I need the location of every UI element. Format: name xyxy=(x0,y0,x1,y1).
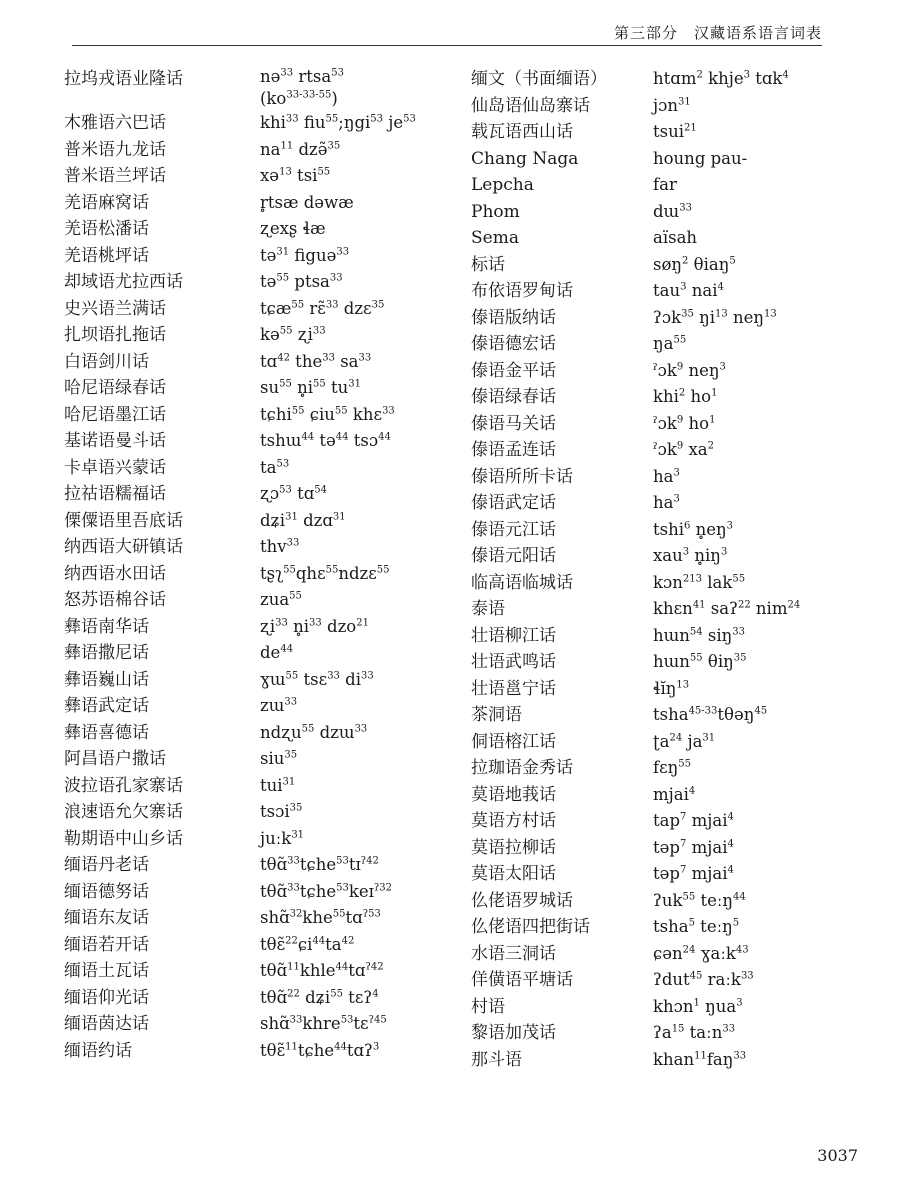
word-form: tsui$^{21}$ xyxy=(653,122,697,141)
word-form: təp$^7$ mjai$^4$ xyxy=(653,864,734,883)
word-form: xə$^{13}$ tsi$^{55}$ xyxy=(260,166,331,185)
word-form: ˀɔk$^9$ $ho^1$ xyxy=(653,413,716,433)
word-form: tθɑ̃$^{33}$tɕhe$^{53}$keɪ$^{ʔ32}$ xyxy=(260,881,393,901)
language-name: 仫佬语罗城话 xyxy=(471,890,573,911)
table-row xyxy=(64,455,474,482)
word-form: $na^{11}$ dzə̃$^{35}$ xyxy=(260,139,341,159)
table-row xyxy=(64,905,474,932)
language-name: 白语剑川话 xyxy=(64,351,149,372)
word-form: khi$^2$ $ho^1$ xyxy=(653,387,718,406)
word-form: hɯn$^{54}$ siŋ$^{33}$ xyxy=(653,625,745,645)
word-form: tθɑ̃$^{22}$ dʑi$^{55}$ tɛʔ$^4$ xyxy=(260,987,379,1007)
word-form: ˀɔk$^9$ $xa^2$ xyxy=(653,440,715,459)
table-row xyxy=(471,543,871,570)
table-row xyxy=(471,358,871,385)
language-name: 莫语方村话 xyxy=(471,811,556,831)
word-form: kə$^{55}$ ʐi$^{33}$ xyxy=(260,325,326,344)
language-name: 纳西语水田话 xyxy=(64,563,166,584)
language-name: 普米语兰坪话 xyxy=(64,166,166,186)
table-row xyxy=(471,782,871,809)
table-row xyxy=(471,755,871,782)
word-form: houng pau- xyxy=(653,148,748,168)
word-form: juːk$^{31}$ xyxy=(260,828,305,848)
language-name: Chang Naga xyxy=(471,148,579,169)
table-row xyxy=(64,799,474,826)
language-name: 泰语 xyxy=(471,599,505,619)
language-name: 波拉语孔家寨话 xyxy=(64,775,183,796)
word-form: kɔn$^{213}$ lak$^{55}$ xyxy=(653,572,746,592)
table-row xyxy=(471,967,871,994)
word-form: tθɑ̃$^{11}$khle$^{44}$tɑ$^{ʔ42}$ xyxy=(260,961,384,980)
language-name: 布依语罗甸话 xyxy=(471,281,573,301)
word-form: $ha^3$ xyxy=(653,493,680,512)
language-name: 彝语南华话 xyxy=(64,616,149,637)
language-name: 傣语金平话 xyxy=(471,360,556,381)
table-row xyxy=(64,1038,474,1065)
table-row xyxy=(64,587,474,614)
language-name: 木雅语六巴话 xyxy=(64,113,166,133)
word-form: zua$^{55}$ xyxy=(260,590,302,609)
language-name: 壮语柳江话 xyxy=(471,625,556,646)
table-row xyxy=(64,614,474,641)
language-name: 缅语茵达话 xyxy=(64,1014,149,1034)
header-title: 第三部分 汉藏语系语言词表 xyxy=(613,24,822,42)
language-name: 傣语武定话 xyxy=(471,493,556,513)
language-name: 傣语所所卡话 xyxy=(471,466,573,487)
table-row xyxy=(64,667,474,694)
table-row xyxy=(471,729,871,756)
table-row xyxy=(64,561,474,588)
table-row xyxy=(64,110,474,137)
language-name: 卡卓语兴蒙话 xyxy=(64,457,166,478)
table-row xyxy=(471,437,871,464)
table-row xyxy=(64,349,474,376)
word-form: ʐexʂ ɬæ xyxy=(260,219,326,238)
word-form: ndʐu$^{55}$ dzɯ$^{33}$ xyxy=(260,722,368,742)
table-row xyxy=(64,375,474,402)
table-row xyxy=(64,958,474,985)
table-row xyxy=(471,252,871,279)
language-name: 那斗语 xyxy=(471,1049,522,1070)
table-row xyxy=(471,464,871,491)
table-row xyxy=(64,720,474,747)
word-form: ʐi$^{33}$ $n̥i^{33}$ dzo$^{21}$ xyxy=(260,616,369,636)
table-row xyxy=(471,93,871,120)
language-name: 勒期语中山乡话 xyxy=(64,828,183,849)
language-name: 壮语邕宁话 xyxy=(471,678,556,699)
word-form: tθɛ̃$^{11}$tɕhe$^{44}$tɑʔ$^3$ xyxy=(260,1040,380,1060)
table-row xyxy=(471,623,871,650)
language-name: 佯僙语平塘话 xyxy=(471,970,573,990)
word-form: tʂʅ$^{55}$qhɛ$^{55}$ndzɛ$^{55}$ xyxy=(260,563,390,583)
language-name: 水语三洞话 xyxy=(471,943,556,964)
table-row xyxy=(64,66,474,110)
table-row xyxy=(471,490,871,517)
word-form: tə$^{55}$ ptsa$^{33}$ xyxy=(260,272,343,291)
language-name: 黎语加茂话 xyxy=(471,1023,556,1043)
word-form: ɬĭŋ$^{13}$ xyxy=(653,678,690,698)
table-row xyxy=(471,146,871,173)
table-row xyxy=(471,676,871,703)
language-name: 彝语巍山话 xyxy=(64,669,149,690)
word-form: ɕən$^{24}$ ɣaːk$^{43}$ xyxy=(653,943,749,963)
word-form: htɑm$^2$ khje$^3$ tɑk$^4$ xyxy=(653,69,789,88)
word-form: far xyxy=(653,175,677,194)
table-row xyxy=(64,428,474,455)
language-name: 傣语元阳话 xyxy=(471,546,556,566)
language-name: 缅文（书面缅语） xyxy=(471,69,607,89)
table-row xyxy=(64,137,474,164)
language-name: 傣语元江话 xyxy=(471,519,556,540)
table-row xyxy=(64,190,474,217)
word-form: jɔn$^{31}$ xyxy=(653,95,691,115)
language-name: 傣语马关话 xyxy=(471,413,556,434)
word-form: shɑ̃$^{32}$khe$^{55}$tɑ$^{ʔ53}$ xyxy=(260,908,381,927)
language-name: 哈尼语墨江话 xyxy=(64,404,166,425)
language-name: 却域语尤拉西话 xyxy=(64,272,183,292)
table-row xyxy=(64,985,474,1012)
table-row xyxy=(471,570,871,597)
language-name: 彝语喜德话 xyxy=(64,722,149,743)
word-form: tə$^{31}$ figuə$^{33}$ xyxy=(260,245,350,265)
language-name: 怒苏语棉谷话 xyxy=(64,590,166,610)
table-row xyxy=(471,835,871,862)
word-form: $t\theta ɛ̃^{22}ɕi^{44}ta^{42}$ xyxy=(260,934,355,954)
running-header xyxy=(0,18,900,48)
language-name: 缅语约话 xyxy=(64,1040,132,1061)
word-form: khɛn$^{41}$ saʔ$^{22}$ nim$^{24}$ xyxy=(653,599,801,618)
language-name: 村语 xyxy=(471,996,505,1017)
table-row xyxy=(471,1020,871,1047)
language-name: 莫语太阳话 xyxy=(471,864,556,884)
word-form: $ŋa^{55}$ xyxy=(653,334,687,353)
language-name: 傣语德宏话 xyxy=(471,334,556,354)
table-row xyxy=(471,305,871,332)
word-form: khɔn$^1$ ŋua$^3$ xyxy=(653,996,743,1016)
language-name: 傣语绿春话 xyxy=(471,387,556,407)
table-row xyxy=(471,331,871,358)
word-form: søŋ$^2$ θiaŋ$^5$ xyxy=(653,254,736,274)
word-form: tɕæ$^{55}$ rɛ̃$^{33}$ dzɛ$^{35}$ xyxy=(260,298,385,318)
language-name: 彝语撒尼话 xyxy=(64,643,149,663)
language-name: Phom xyxy=(471,201,520,222)
language-name: 临高语临城话 xyxy=(471,572,573,593)
table-row xyxy=(471,1047,871,1074)
table-row xyxy=(471,941,871,968)
word-form: thv$^{33}$ xyxy=(260,537,300,556)
word-form: $ha^3$ xyxy=(653,466,680,486)
language-name: 缅语土瓦话 xyxy=(64,961,149,981)
language-name: 扎坝语扎拖话 xyxy=(64,325,166,345)
language-name: 羌语麻窝话 xyxy=(64,192,149,213)
word-form: tshi$^6$ $n̥eŋ^3$ xyxy=(653,519,734,539)
table-row xyxy=(471,517,871,544)
language-name: 仙岛语仙岛寨话 xyxy=(471,95,590,116)
word-form: tθɑ̃$^{33}$tɕhe$^{53}$tɪ$^{ʔ42}$ xyxy=(260,855,379,874)
word-form: tsha$^5$ teːŋ$^5$ xyxy=(653,917,740,936)
language-name: 仫佬语四把街话 xyxy=(471,917,590,937)
table-row xyxy=(471,225,871,252)
table-row xyxy=(471,411,871,438)
table-row xyxy=(64,322,474,349)
table-row xyxy=(471,278,871,305)
language-name: 阿昌语户撒话 xyxy=(64,749,166,769)
table-row xyxy=(471,808,871,835)
header-rule xyxy=(72,45,822,46)
word-form: tap$^7$ mjai$^4$ xyxy=(653,811,734,830)
language-name: 傣语版纳话 xyxy=(471,307,556,328)
word-form: tau$^3$ nai$^4$ xyxy=(653,281,724,300)
table-row xyxy=(64,1011,474,1038)
word-form: ʔdut$^{45}$ raːk$^{33}$ xyxy=(653,970,754,989)
language-name: 缅语仰光话 xyxy=(64,987,149,1008)
word-form: xau$^3$ $n̥iŋ^3$ xyxy=(653,546,728,565)
word-form: siu$^{35}$ xyxy=(260,749,298,768)
language-name: 缅语若开话 xyxy=(64,934,149,955)
word-form: mjai$^4$ xyxy=(653,784,696,804)
language-name: 哈尼语绿春话 xyxy=(64,378,166,398)
table-row xyxy=(64,773,474,800)
language-name: 载瓦语西山话 xyxy=(471,122,573,142)
word-form: ʐɔ$^{53}$ tɑ$^{54}$ xyxy=(260,484,328,503)
table-row xyxy=(64,243,474,270)
word-form: fɛŋ$^{55}$ xyxy=(653,758,692,777)
table-row xyxy=(471,649,871,676)
word-form: tshɯ$^{44}$ tə$^{44}$ tsɔ$^{44}$ xyxy=(260,431,391,450)
table-row xyxy=(64,481,474,508)
word-form: khan$^{11}$faŋ$^{33}$ xyxy=(653,1049,747,1069)
table-row xyxy=(64,296,474,323)
language-name: 壮语武鸣话 xyxy=(471,652,556,672)
language-name: 史兴语兰满话 xyxy=(64,298,166,319)
language-name: 拉祜语糯福话 xyxy=(64,484,166,504)
language-name: 普米语九龙话 xyxy=(64,139,166,160)
language-name: 缅语德努话 xyxy=(64,881,149,902)
language-name: 拉坞戎语业隆话 xyxy=(64,69,183,89)
language-name: 羌语桃坪话 xyxy=(64,245,149,266)
language-name: 标话 xyxy=(471,254,505,275)
language-name: 傈僳语里吾底话 xyxy=(64,510,183,531)
table-row xyxy=(64,746,474,773)
left-column xyxy=(64,66,474,1064)
language-name: 侗语榕江话 xyxy=(471,731,556,752)
table-row xyxy=(471,66,871,93)
table-row xyxy=(471,914,871,941)
table-row xyxy=(64,932,474,959)
language-name: 彝语武定话 xyxy=(64,696,149,716)
word-form: $ta^{53}$ xyxy=(260,457,290,477)
word-form: ʈa$^{24}$ $ja^{31}$ xyxy=(653,731,716,751)
table-row xyxy=(64,163,474,190)
word-form: ˀɔk$^9$ neŋ$^3$ xyxy=(653,360,726,380)
table-row xyxy=(471,199,871,226)
language-name: 傣语孟连话 xyxy=(471,440,556,460)
table-row xyxy=(471,888,871,915)
language-name: 基诺语曼斗话 xyxy=(64,431,166,451)
language-name: 缅语东友话 xyxy=(64,908,149,928)
word-form: zɯ$^{33}$ xyxy=(260,696,298,715)
table-row xyxy=(471,861,871,888)
table-row xyxy=(471,702,871,729)
language-name: 莫语地莪话 xyxy=(471,784,556,805)
word-form: hɯn$^{55}$ θiŋ$^{35}$ xyxy=(653,652,747,671)
word-form: ʔuk$^{55}$ teːŋ$^{44}$ xyxy=(653,890,746,910)
word-form: ʔa$^{15}$ taːn$^{33}$ xyxy=(653,1023,736,1042)
word-form: ɣɯ$^{55}$ tsɛ$^{33}$ $di^{33}$ xyxy=(260,669,374,689)
table-row xyxy=(64,640,474,667)
page-number: 3037 xyxy=(817,1146,858,1165)
language-name: 纳西语大研镇话 xyxy=(64,537,183,557)
word-form: nə$^{33}$ rtsa$^{53}$ $(ko^{33-33-55})$ xyxy=(260,67,344,108)
table-row xyxy=(64,879,474,906)
word-form: tsɔi$^{35}$ xyxy=(260,802,303,821)
word-form: $su^{55}$ $n̥i^{55}$ $tu^{31}$ xyxy=(260,378,361,397)
table-row xyxy=(471,384,871,411)
language-name: 莫语拉柳话 xyxy=(471,837,556,858)
table-row xyxy=(64,216,474,243)
language-name: 拉珈语金秀话 xyxy=(471,758,573,778)
language-name: Sema xyxy=(471,228,519,248)
word-form: khi$^{33}$ fiu$^{55}$;ŋgi$^{53}$ $je^{53}$ xyxy=(260,113,416,132)
table-row xyxy=(471,596,871,623)
word-form: tɕhi$^{55}$ ɕiu$^{55}$ khɛ$^{33}$ xyxy=(260,404,395,424)
table-row xyxy=(64,826,474,853)
table-row xyxy=(64,508,474,535)
word-form: təp$^7$ mjai$^4$ xyxy=(653,837,734,857)
table-row xyxy=(471,994,871,1021)
table-row xyxy=(64,693,474,720)
right-column xyxy=(471,66,871,1073)
table-row xyxy=(64,402,474,429)
word-form: ʔɔk$^{35}$ $ŋi^{13}$ neŋ$^{13}$ xyxy=(653,307,777,327)
word-form: aïsah xyxy=(653,228,698,247)
word-form: r̥tsæ dəwæ xyxy=(260,192,354,212)
table-row xyxy=(64,852,474,879)
language-name: 羌语松潘话 xyxy=(64,219,149,239)
language-name: Lepcha xyxy=(471,175,534,195)
language-name: 缅语丹老话 xyxy=(64,855,149,875)
word-form: $de^{44}$ xyxy=(260,643,294,662)
table-row xyxy=(471,172,871,199)
table-row xyxy=(64,269,474,296)
table-row xyxy=(64,534,474,561)
word-form: tɑ$^{42}$ the$^{33}$ $sa^{33}$ xyxy=(260,351,372,371)
language-name: 茶洞语 xyxy=(471,705,522,725)
table-row xyxy=(471,119,871,146)
word-form: tui$^{31}$ xyxy=(260,775,296,795)
word-form: dʑi$^{31}$ dzɑ$^{31}$ xyxy=(260,510,346,530)
word-form: shɑ̃$^{33}$khre$^{53}$tɛ$^{ʔ45}$ xyxy=(260,1014,387,1033)
word-form: tsha$^{45-33}$tθəŋ$^{45}$ xyxy=(653,705,768,724)
language-name: 浪速语允欠寨话 xyxy=(64,802,183,822)
word-form: dɯ$^{33}$ xyxy=(653,201,692,221)
